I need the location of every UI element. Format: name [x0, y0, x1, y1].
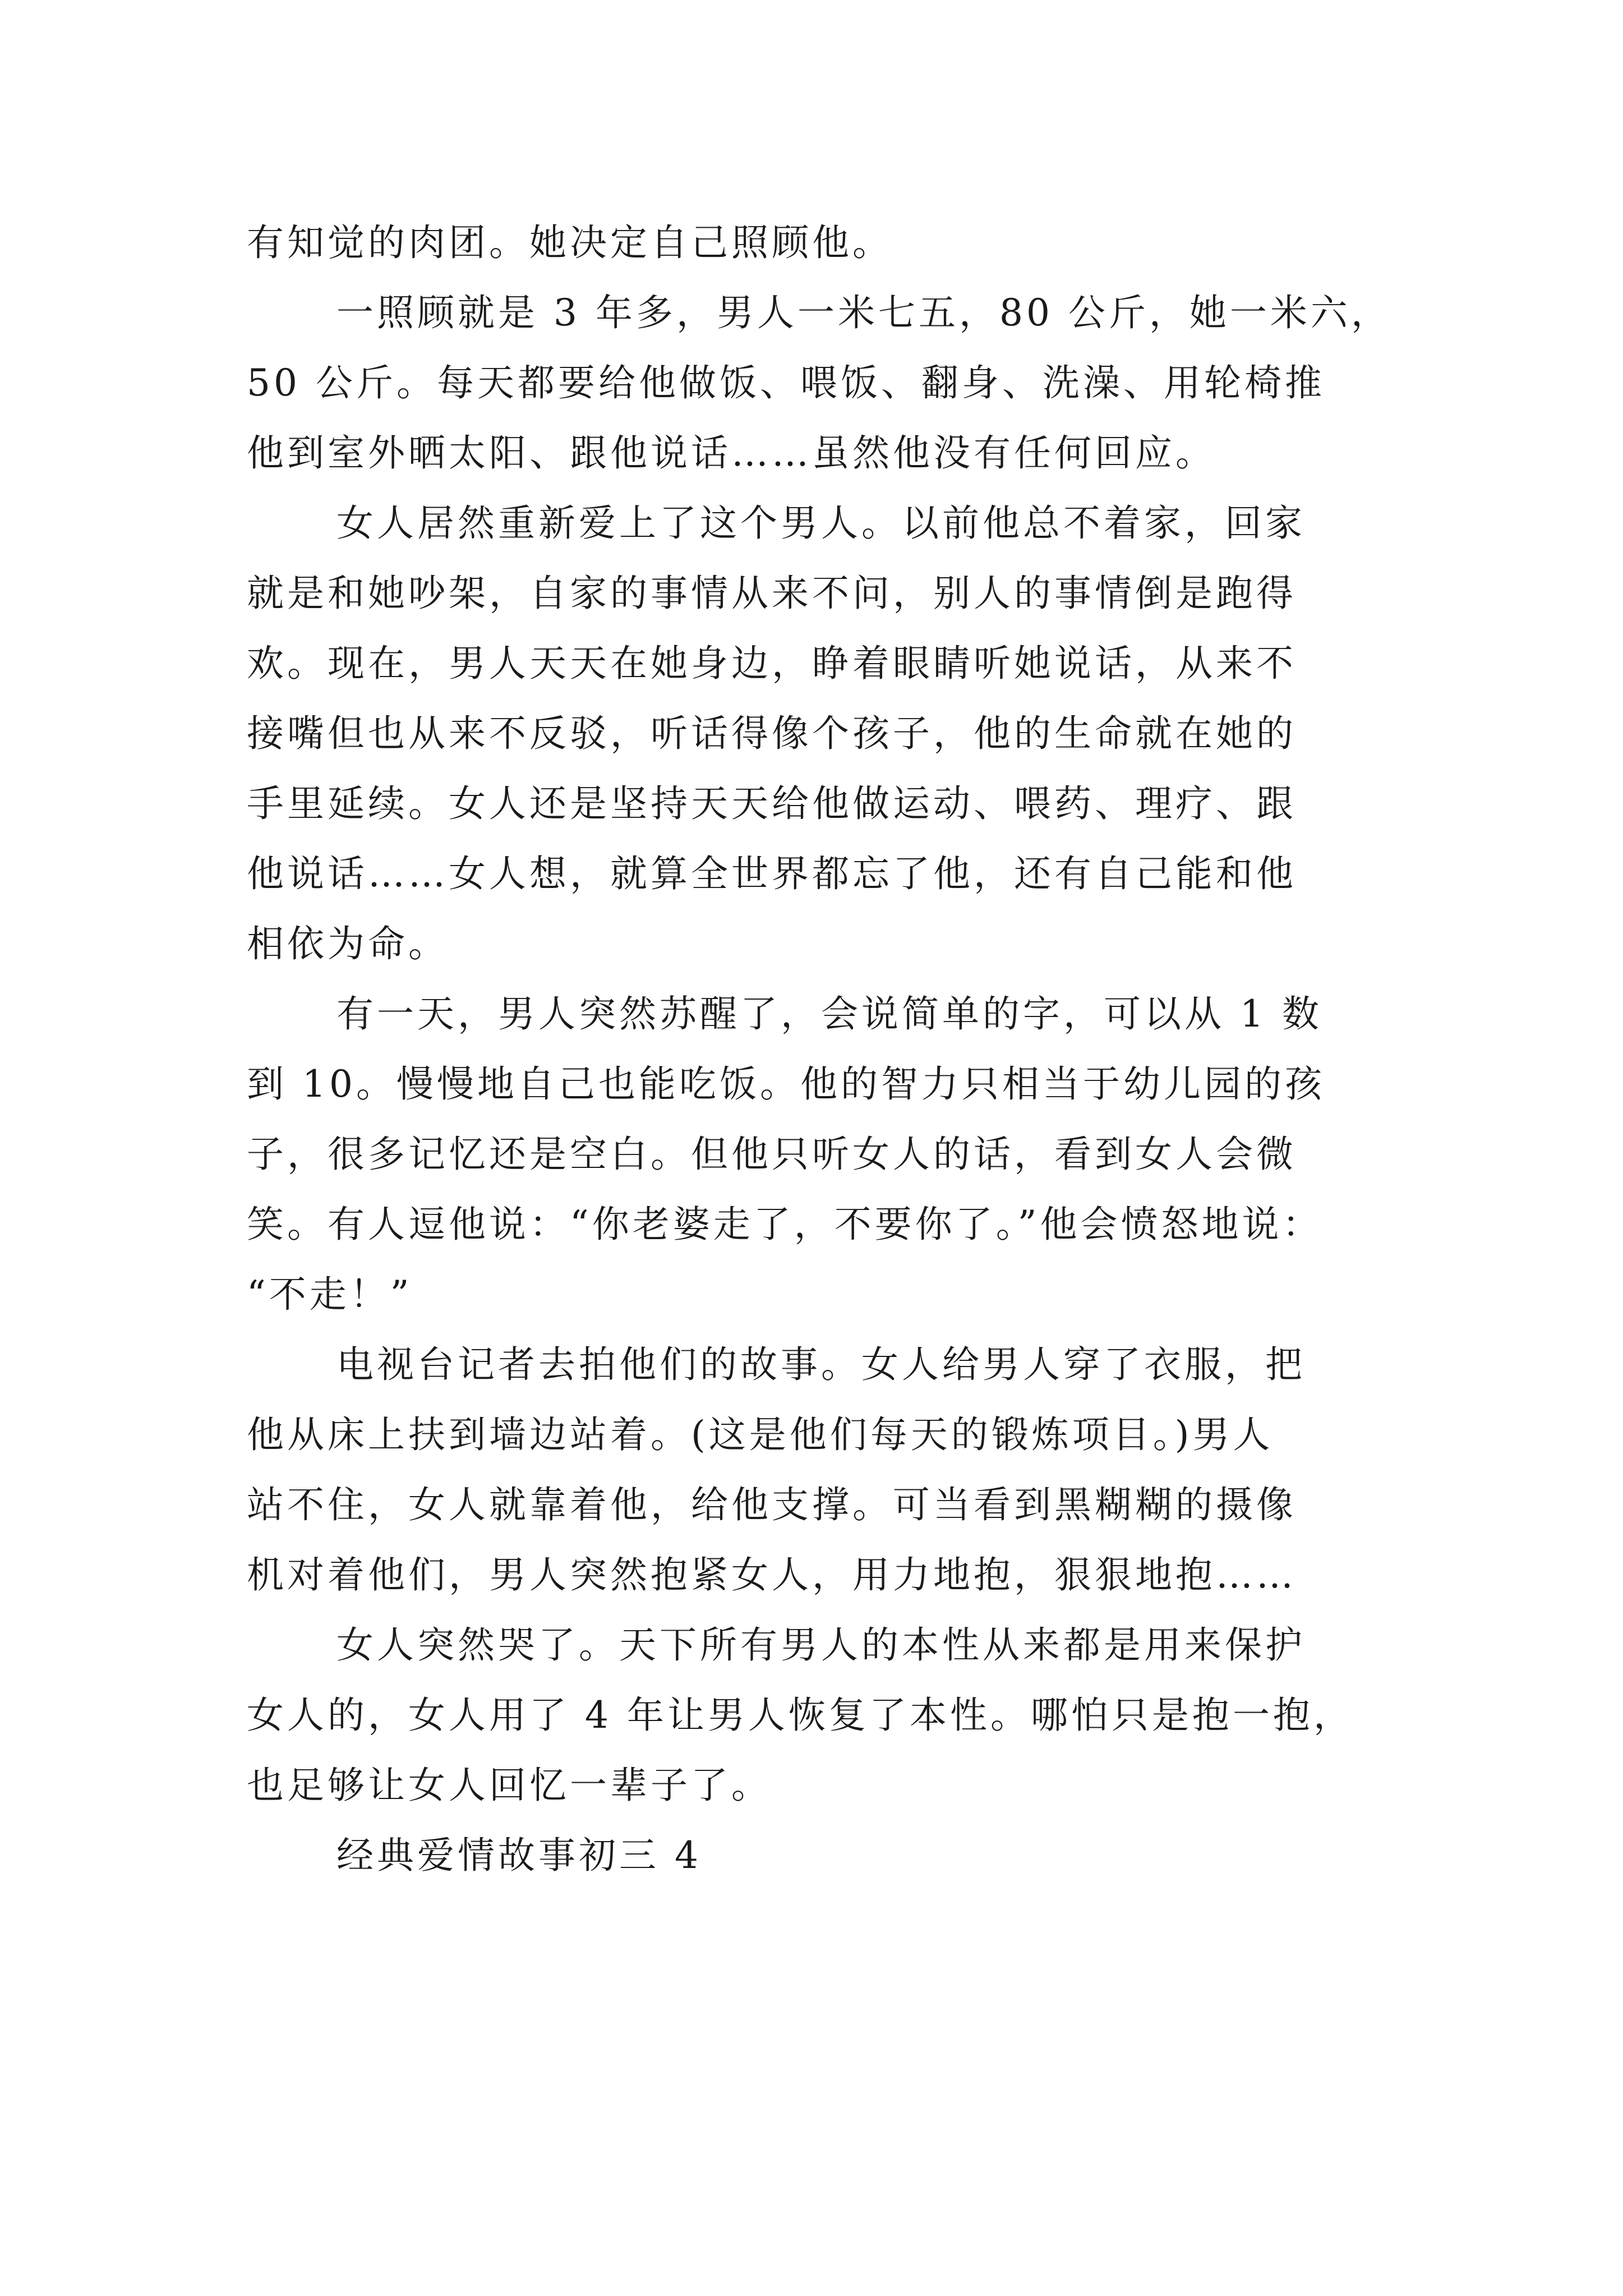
text-line: 站不住，女人就靠着他，给他支撑。可当看到黑糊糊的摄像: [247, 1483, 1297, 1526]
text-line: 也足够让女人回忆一辈子了。: [247, 1764, 772, 1807]
text-line: 子，很多记忆还是空白。但他只听女人的话，看到女人会微: [247, 1133, 1297, 1176]
text-line: 到 10。慢慢地自己也能吃饭。他的智力只相当于幼儿园的孩: [247, 1062, 1325, 1106]
paragraph-4: [247, 979, 1380, 1329]
text-line: 他从床上扶到墙边站着。(这是他们每天的锻炼项目。)男人: [247, 1413, 1274, 1456]
text-line: 电视台记者去拍他们的故事。女人给男人穿了衣服，把: [336, 1343, 1306, 1386]
paragraph-1: [247, 208, 1380, 278]
text-line: 女人居然重新爱上了这个男人。以前他总不着家，回家: [336, 501, 1306, 545]
text-line: 笑。有人逗他说：“你老婆走了，不要你了。”他会愤怒地说：: [247, 1203, 1323, 1246]
text-line: “不走！”: [247, 1273, 413, 1316]
text-line: 有知觉的肉团。她决定自己照顾他。: [247, 221, 893, 264]
section-heading: [247, 1820, 1380, 1890]
text-line: 相依为命。: [247, 922, 449, 965]
text-line: 一照顾就是 3 年多，男人一米七五，80 公斤，她一米六，: [336, 291, 1391, 334]
text-line: 就是和她吵架，自家的事情从来不问，别人的事情倒是跑得: [247, 572, 1297, 615]
body-text: [247, 208, 1391, 1890]
paragraph-2: [247, 278, 1391, 488]
paragraph-3: [247, 488, 1380, 979]
text-line: 女人的，女人用了 4 年让男人恢复了本性。哪怕只是抱一抱，: [247, 1694, 1354, 1737]
text-line: 有一天，男人突然苏醒了，会说简单的字，可以从 1 数: [336, 992, 1322, 1036]
text-line: 接嘴但也从来不反驳，听话得像个孩子，他的生命就在她的: [247, 712, 1297, 755]
text-line: 他说话……女人想，就算全世界都忘了他，还有自己能和他: [247, 852, 1297, 895]
paragraph-6: [247, 1610, 1380, 1820]
paragraph-5: [247, 1329, 1380, 1610]
text-line: 手里延续。女人还是坚持天天给他做运动、喂药、理疗、跟: [247, 782, 1297, 825]
text-line: 他到室外晒太阳、跟他说话……虽然他没有任何回应。: [247, 431, 1216, 475]
text-line: 经典爱情故事初三 4: [336, 1834, 702, 1877]
text-line: 女人突然哭了。天下所有男人的本性从来都是用来保护: [336, 1623, 1306, 1667]
text-line: 机对着他们，男人突然抱紧女人，用力地抱，狠狠地抱……: [247, 1553, 1297, 1596]
text-line: 50 公斤。每天都要给他做饭、喂饭、翻身、洗澡、用轮椅推: [247, 361, 1325, 404]
text-line: 欢。现在，男人天天在她身边，睁着眼睛听她说话，从来不: [247, 642, 1297, 685]
